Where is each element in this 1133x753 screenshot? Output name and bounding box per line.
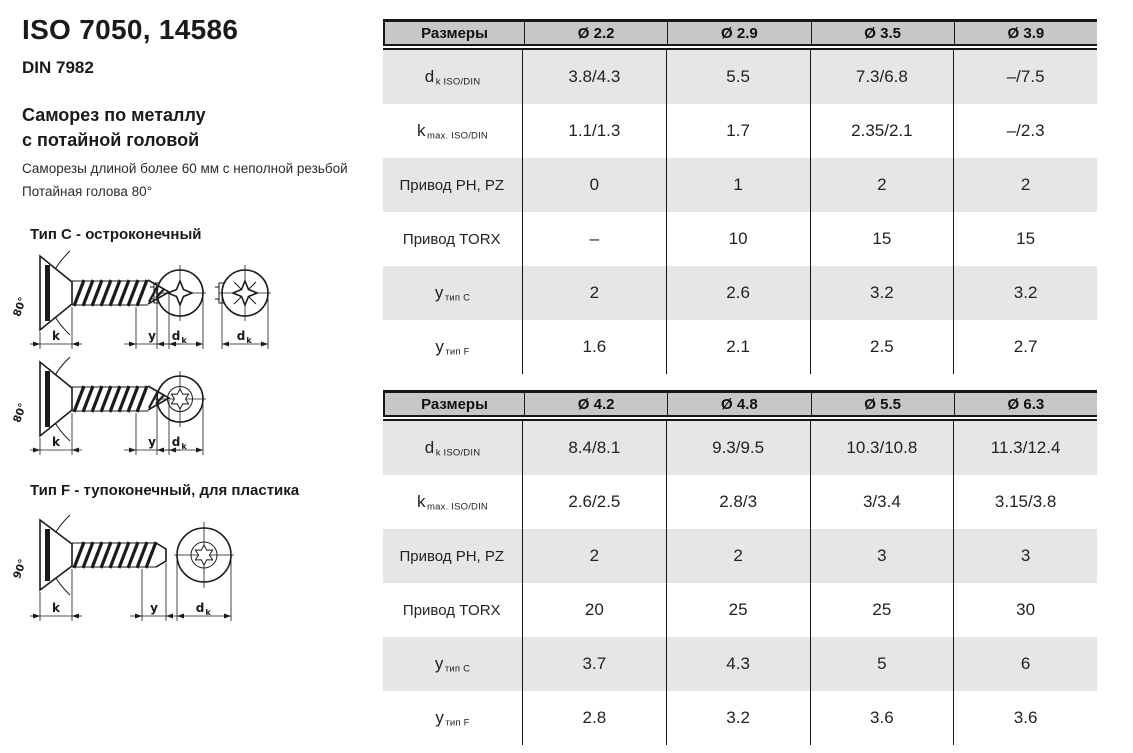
- table-row-drive-ph-pz: [383, 529, 1097, 583]
- row-label-main: y: [434, 283, 444, 302]
- product-notes: [22, 157, 348, 203]
- row-label: [383, 158, 522, 212]
- table-cell: 3: [953, 529, 1097, 583]
- table-cell: –: [522, 212, 666, 266]
- table-cell: 15: [953, 212, 1097, 266]
- row-label-sub: max. ISO/DIN: [427, 130, 488, 141]
- table-row-dk: [383, 421, 1097, 475]
- table-cell: 9.3/9.5: [666, 421, 810, 475]
- table-cell: 3/3.4: [810, 475, 954, 529]
- table-cell: 3.6: [810, 691, 954, 745]
- din-standard-title: DIN 7982: [22, 58, 94, 77]
- table-cell: 3.2: [810, 266, 954, 320]
- table-cell: 2.6/2.5: [522, 475, 666, 529]
- row-label-main: Привод PH, PZ: [399, 547, 505, 565]
- torx-recess-icon: [195, 545, 212, 565]
- dim-label-dk-sub: k: [246, 336, 252, 345]
- product-name-line2: с потайной головой: [22, 130, 200, 150]
- type-c-heading: Тип C - остроконечный: [30, 226, 202, 243]
- row-label-main: k: [417, 121, 426, 140]
- table-cell: 20: [522, 583, 666, 637]
- table-cell: 2.8/3: [666, 475, 810, 529]
- row-label: [383, 691, 522, 745]
- row-label-main: Привод PH, PZ: [399, 176, 505, 194]
- column-header-diameter: Ø 4.2: [524, 393, 667, 415]
- table-cell: 1.7: [666, 104, 810, 158]
- table-cell: 2.35/2.1: [810, 104, 954, 158]
- table-cell: 10.3/10.8: [810, 421, 954, 475]
- type-f-screw-drawing-torx: [8, 508, 248, 630]
- table-cell: 15: [810, 212, 954, 266]
- type-f-heading: Тип F - тупоконечный, для пластика: [30, 482, 300, 499]
- note-head-angle: Потайная голова 80°: [22, 184, 153, 199]
- table-cell: 2: [522, 266, 666, 320]
- dim-label-k: k: [52, 329, 60, 343]
- row-label-main: Привод TORX: [402, 601, 501, 619]
- row-label: [383, 104, 522, 158]
- table-cell: 1: [666, 158, 810, 212]
- dim-label-dk-sub: k: [181, 442, 187, 451]
- table-cell: 3.6: [953, 691, 1097, 745]
- table-cell: 2: [666, 529, 810, 583]
- table-row-y-type-f: [383, 691, 1097, 745]
- recess-section-bar: [45, 529, 50, 581]
- row-label: [383, 320, 522, 374]
- dimensions-table-small-diameters: [383, 19, 1097, 374]
- row-label-main: Привод TORX: [402, 230, 501, 248]
- dim-label-k: k: [52, 601, 60, 615]
- table-body: [383, 48, 1097, 374]
- row-label: [383, 475, 522, 529]
- table-cell: 3.8/4.3: [522, 50, 666, 104]
- torx-recess-icon: [171, 389, 188, 409]
- table-row-drive-torx: [383, 212, 1097, 266]
- row-label: [383, 637, 522, 691]
- table-cell: 10: [666, 212, 810, 266]
- dim-label-dk-main: d: [171, 329, 181, 343]
- table-cell: 4.3: [666, 637, 810, 691]
- row-label-sub: max. ISO/DIN: [427, 501, 488, 512]
- thread-hatching: [74, 542, 156, 568]
- dim-label-k: k: [52, 435, 60, 449]
- row-label-sub: тип C: [444, 292, 471, 303]
- row-label: [383, 529, 522, 583]
- table-row-y-type-f: [383, 320, 1097, 374]
- dim-label-dk-sub: k: [205, 608, 211, 617]
- table-cell: 5.5: [666, 50, 810, 104]
- row-label-sub: k ISO/DIN: [435, 447, 481, 458]
- column-header-diameter: Ø 6.3: [954, 393, 1097, 415]
- table-row-y-type-c: [383, 637, 1097, 691]
- note-thread: Саморезы длиной более 60 мм с неполной резьбой: [22, 161, 348, 176]
- column-header-diameter: Ø 4.8: [667, 393, 810, 415]
- column-header-diameter: Ø 3.9: [954, 22, 1097, 44]
- column-header-diameter: Ø 5.5: [811, 393, 954, 415]
- screw-tip-blunt: [156, 543, 166, 567]
- dim-label-y: y: [148, 329, 156, 343]
- column-header-diameter: Ø 2.9: [667, 22, 810, 44]
- table-cell: 3.2: [666, 691, 810, 745]
- table-cell: 25: [666, 583, 810, 637]
- table-row-kmax: [383, 104, 1097, 158]
- table-cell: 3: [810, 529, 954, 583]
- type-c-screw-drawing-ph-pz: [8, 246, 278, 358]
- angle-label: 80°: [11, 295, 30, 319]
- row-label: [383, 421, 522, 475]
- table-cell: 8.4/8.1: [522, 421, 666, 475]
- table-cell: 2: [522, 529, 666, 583]
- row-label-sub: тип F: [445, 717, 470, 728]
- row-label: [383, 212, 522, 266]
- dim-label-dk-sub: k: [181, 336, 187, 345]
- dim-label-y: y: [150, 601, 158, 615]
- row-label-sub: k ISO/DIN: [435, 76, 481, 87]
- row-label: [383, 266, 522, 320]
- column-header-sizes: Размеры: [421, 24, 488, 42]
- thread-hatching: [74, 386, 147, 412]
- table-cell: 30: [953, 583, 1097, 637]
- column-header-diameter: Ø 3.5: [811, 22, 954, 44]
- table-cell: 2.6: [666, 266, 810, 320]
- table-cell: 0: [522, 158, 666, 212]
- angle-label: 90°: [11, 557, 30, 581]
- table-row-kmax: [383, 475, 1097, 529]
- dim-label-dk-main: d: [171, 435, 181, 449]
- table-cell: 7.3/6.8: [810, 50, 954, 104]
- row-label-main: k: [417, 492, 426, 511]
- row-label-main: y: [435, 708, 444, 727]
- thread-hatching: [74, 280, 147, 306]
- row-label-sub: тип F: [445, 346, 470, 357]
- dimensions-table-large-diameters: [383, 390, 1097, 745]
- table-cell: 2.5: [810, 320, 954, 374]
- row-label-main: y: [434, 654, 444, 673]
- table-cell: 2.7: [953, 320, 1097, 374]
- column-header-diameter: Ø 2.2: [524, 22, 667, 44]
- table-header-row: [383, 390, 1097, 417]
- product-name-line1: Саморез по металлу: [22, 105, 206, 125]
- table-cell: 3.2: [953, 266, 1097, 320]
- table-cell: 11.3/12.4: [953, 421, 1097, 475]
- row-label-main: d: [424, 67, 435, 86]
- row-label: [383, 50, 522, 104]
- recess-section-bar: [45, 265, 50, 321]
- table-cell: 5: [810, 637, 954, 691]
- row-label: [383, 583, 522, 637]
- table-cell: 2: [953, 158, 1097, 212]
- table-cell: 3.7: [522, 637, 666, 691]
- ph-recess-icon: [168, 281, 192, 305]
- table-cell: 1.6: [522, 320, 666, 374]
- row-label-sub: тип C: [444, 663, 471, 674]
- column-header-sizes: Размеры: [421, 395, 488, 413]
- screw-head-side: [40, 520, 72, 590]
- table-cell: –/2.3: [953, 104, 1097, 158]
- table-cell: –/7.5: [953, 50, 1097, 104]
- table-cell: 2.1: [666, 320, 810, 374]
- table-row-drive-ph-pz: [383, 158, 1097, 212]
- angle-label: 80°: [11, 401, 30, 425]
- row-label-main: d: [424, 438, 435, 457]
- table-cell: 1.1/1.3: [522, 104, 666, 158]
- standard-title: ISO 7050, 14586: [22, 14, 239, 45]
- recess-section-bar: [45, 371, 50, 427]
- table-cell: 25: [810, 583, 954, 637]
- dim-label-y: y: [148, 435, 156, 449]
- table-row-drive-torx: [383, 583, 1097, 637]
- table-cell: 2.8: [522, 691, 666, 745]
- table-row-dk: [383, 50, 1097, 104]
- product-name: [22, 103, 206, 153]
- table-body: [383, 419, 1097, 745]
- table-cell: 2: [810, 158, 954, 212]
- dim-label-dk-main: d: [195, 601, 205, 615]
- table-row-y-type-c: [383, 266, 1097, 320]
- type-c-screw-drawing-torx: [8, 352, 228, 464]
- table-cell: 3.15/3.8: [953, 475, 1097, 529]
- table-cell: 6: [953, 637, 1097, 691]
- row-label-main: y: [435, 337, 444, 356]
- table-header-row: [383, 19, 1097, 46]
- dim-label-dk-main: d: [236, 329, 246, 343]
